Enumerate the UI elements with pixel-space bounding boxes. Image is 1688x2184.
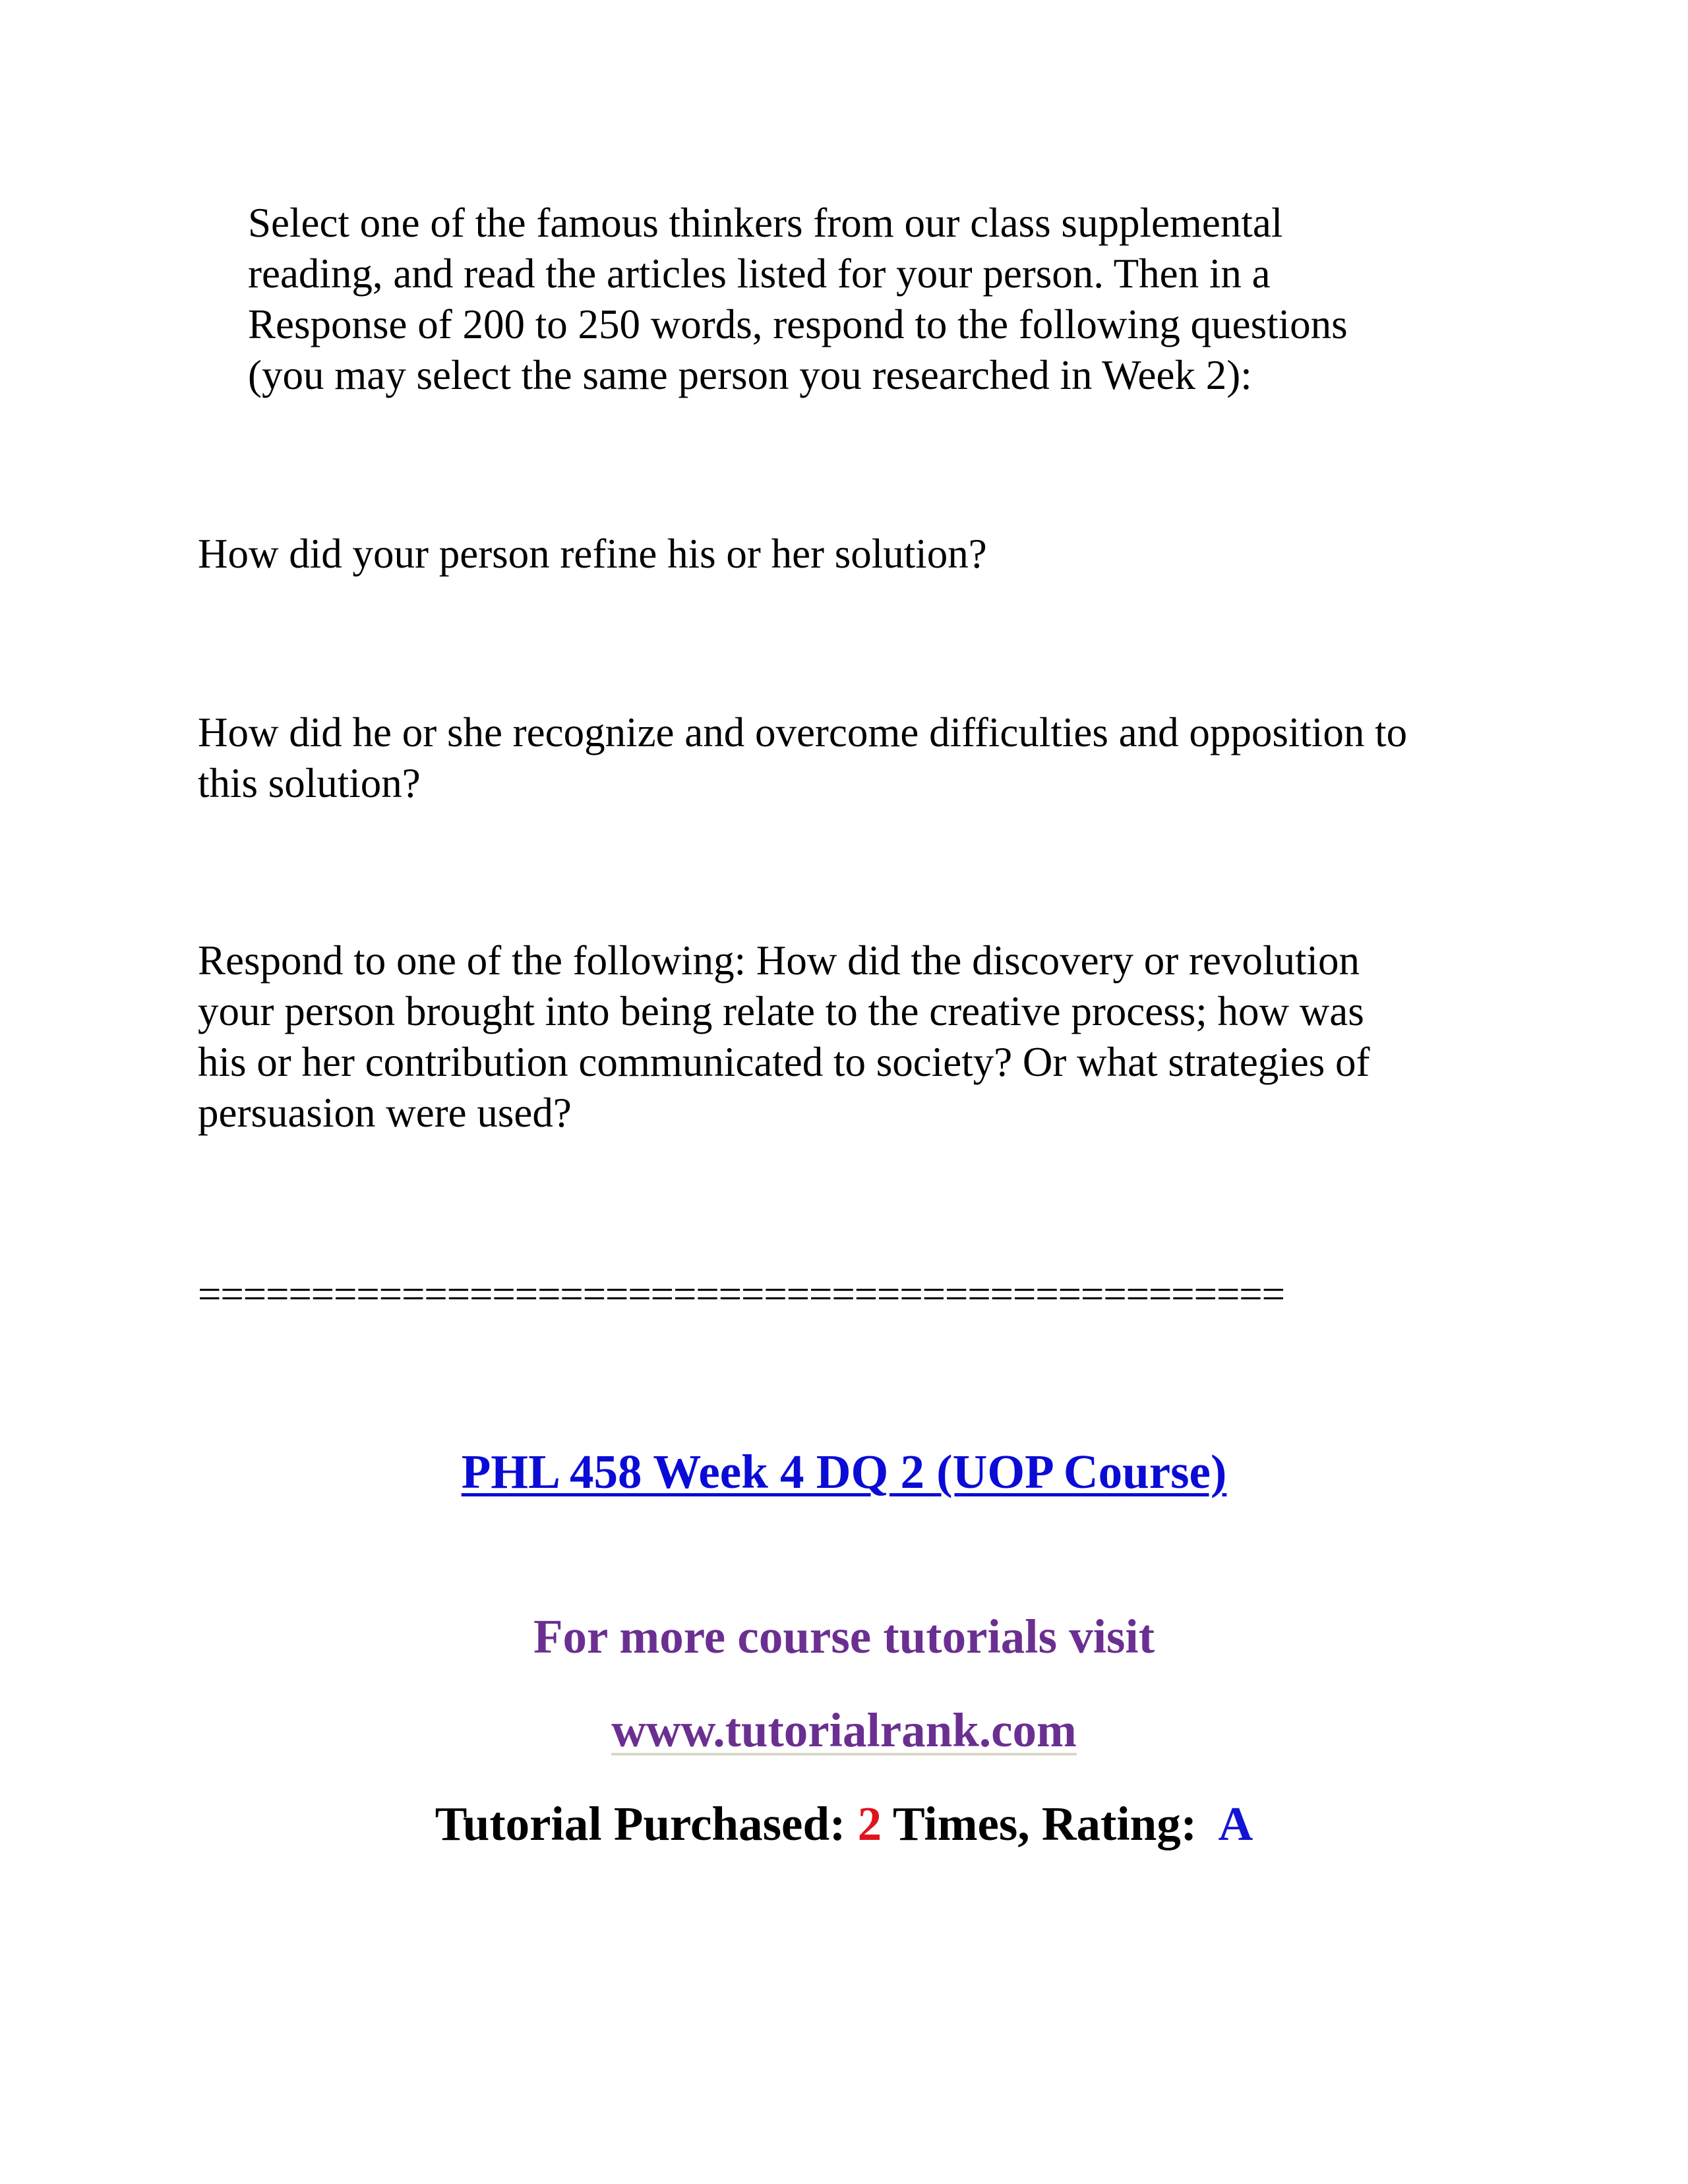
question-line: this solution?	[198, 760, 421, 806]
intro-line: Select one of the famous thinkers from our class supplemental	[248, 200, 1283, 246]
intro-paragraph	[248, 198, 1501, 401]
separator-line: ================================================	[198, 1271, 1284, 1317]
promo-text: For more course tutorials visit	[533, 1610, 1155, 1663]
site-link-container	[0, 1701, 1688, 1760]
intro-line: (you may select the same person you researched in Week 2):	[248, 352, 1252, 398]
question-line: How did your person refine his or her solution?	[198, 531, 987, 577]
course-link[interactable]: PHL 458 Week 4 DQ 2 (UOP Course)	[461, 1445, 1227, 1498]
site-link[interactable]: www.tutorialrank.com	[611, 1703, 1077, 1757]
purchase-count: 2	[857, 1797, 882, 1850]
intro-line: reading, and read the articles listed for your person. Then in a	[248, 251, 1271, 297]
question-line: persuasion were used?	[198, 1090, 572, 1136]
intro-line: Response of 200 to 250 words, respond to the following questions	[248, 301, 1348, 347]
course-link-heading	[0, 1442, 1688, 1502]
question-refine-solution	[198, 529, 1517, 579]
purchase-stats	[0, 1794, 1688, 1854]
question-line: How did he or she recognize and overcome difficulties and opposition to	[198, 709, 1408, 755]
question-line: your person brought into being relate to the creative process; how was	[198, 988, 1364, 1034]
question-line: his or her contribution communicated to society? Or what strategies of	[198, 1039, 1370, 1085]
rating-grade: A	[1218, 1797, 1253, 1850]
stats-prefix: Tutorial Purchased:	[435, 1797, 858, 1850]
stats-middle: Times, Rating:	[882, 1797, 1219, 1850]
question-creative-process	[198, 935, 1517, 1138]
question-line: Respond to one of the following: How did the discovery or revolution	[198, 937, 1360, 984]
question-overcome-difficulties	[198, 707, 1517, 809]
